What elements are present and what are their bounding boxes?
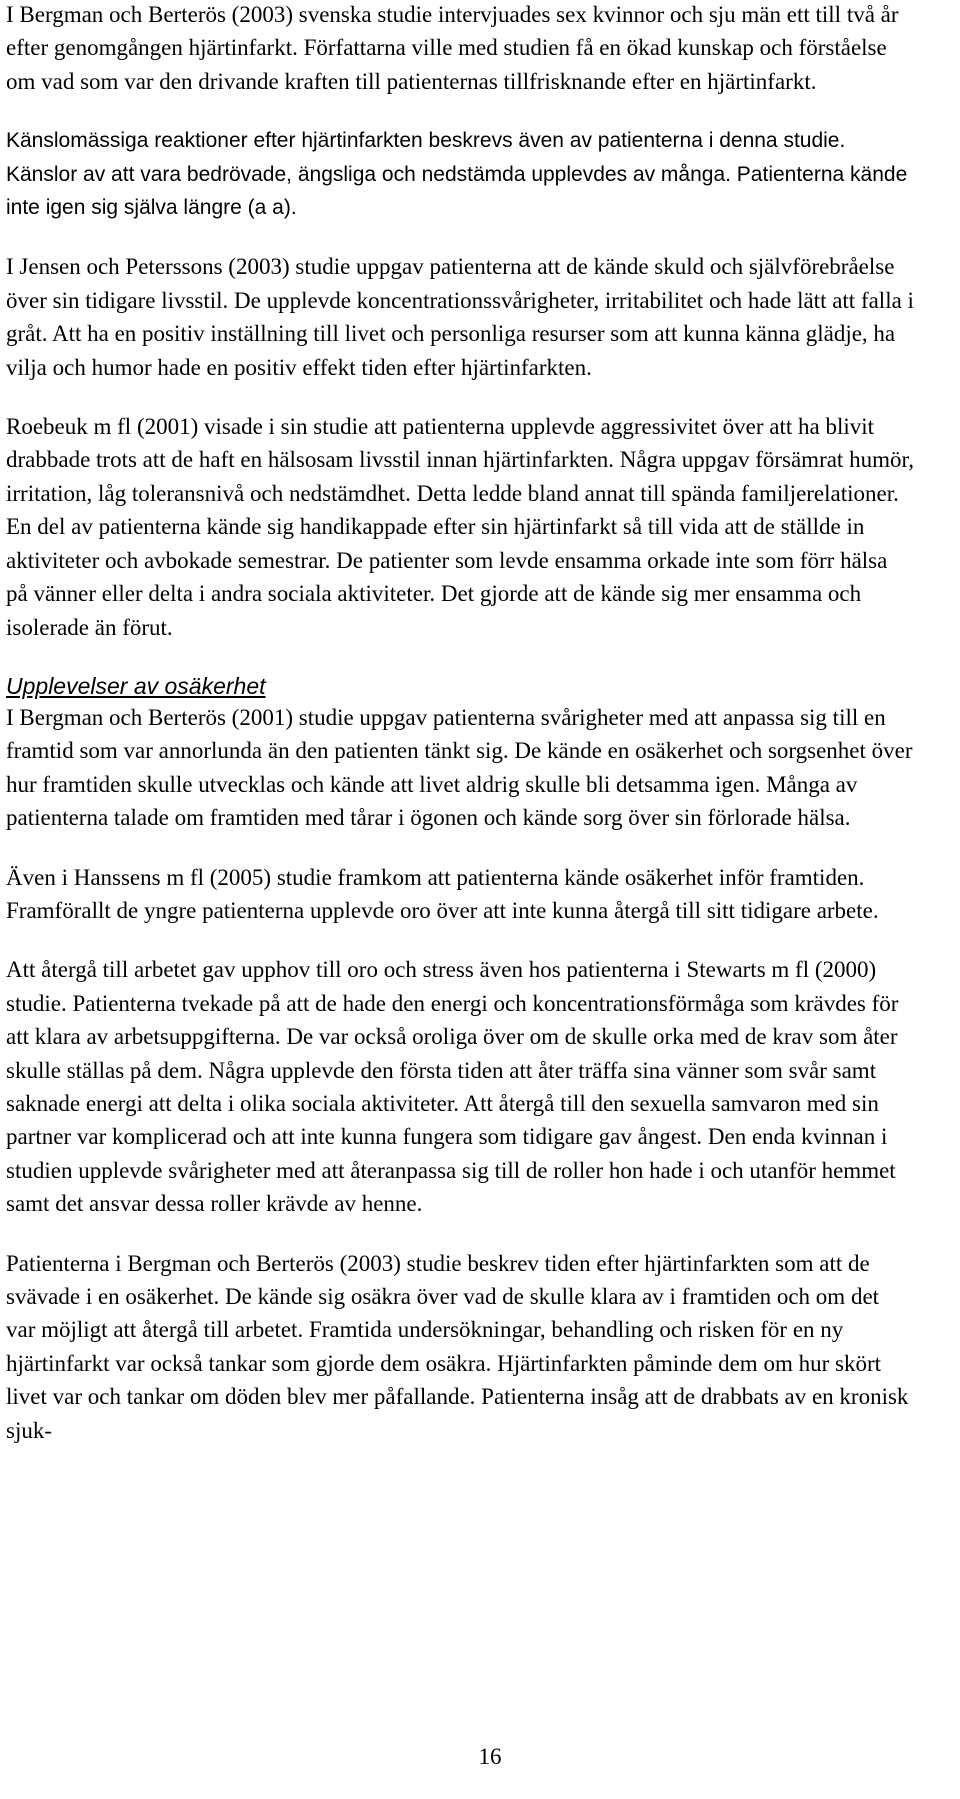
paragraph-roebeuk: Roebeuk m fl (2001) visade i sin studie att patienterna upplevde aggressivitet över att ha blivit drabbade trots att de haft en hälsosam livsstil innan hjärtinfarkten. Några uppgav försämrat humör, irritation, låg toleransnivå och nedstämdhet. Detta ledde bland annat till spända familjerelationer. En del av patienterna kände sig handikappade efter sin hjärtinfarkt så till vida att de ställde in aktiviteter och avbokade semestrar. De patienter som levde ensamma orkade inte som förr hälsa på vänner eller delta i andra sociala aktiviteter. Det gjorde att de kände sig mer ensamma och isolerade än förut. [6,414,914,640]
paragraph-bergman-2003-uncertainty: Patienterna i Bergman och Berterös (2003) studie beskrev tiden efter hjärtinfarkten som att de svävade i en osäkerhet. De kände sig osäkra över vad de skulle klara av i framtiden och om det var möjligt att återgå till arbetet. Framtida undersökningar, behandling och risken för en ny hjärtinfarkt var också tankar som gjorde dem osäkra. Hjärtinfarkten påminde dem om hur skört livet var och tankar om döden blev mer påfallande. Patienterna insåg att de drabbats av en kronisk sjuk- [6,1250,909,1443]
paragraph-stewart: Att återgå till arbetet gav upphov till oro och stress även hos patienterna i Stewarts m fl (2000) studie. Patienterna tvekade på att de hade den energi och koncentrationsförmåga som krävdes för att klara av arbetsuppgifterna. De var också oroliga över om de skulle orka med de krav som åter skulle ställas på dem. Några upplevde den första tiden att åter träffa sina vänner som svår samt saknade energi att delta i olika sociala aktiviteter. Att återgå till den sexuella samvaron med sin partner var komplicerad och att inte kunna fungera som tidigare gav ångest. Den enda kvinnan i studien upplevde svårigheter med att återanpassa sig till de roller hon hade i och utanför hemmet samt det ansvar dessa roller krävde av henne. [6,957,899,1217]
section-heading: Upplevelser av osäkerhet [6,672,266,699]
page-number: 16 [478,1744,502,1769]
paragraph-bergman-2001: I Bergman och Berterös (2001) studie uppgav patienterna svårigheter med att anpassa sig till en framtid som var annorlunda än den patienten tänkt sig. De kände en osäkerhet och sorgsenhet över hur framtiden skulle utvecklas och kände att livet aldrig skulle bli detsamma igen. Många av patienterna talade om framtiden med tårar i ögonen och kände sorg över sin förlorade hälsa. [6,704,913,831]
paragraph-jensen-petersson: I Jensen och Peterssons (2003) studie uppgav patienterna att de kände skuld och självförebråelse över sin tidigare livsstil. De upplevde koncentrationssvårigheter, irritabilitet och hade lätt att falla i gråt. Att ha en positiv inställning till livet och personliga resurser som att kunna känna glädje, ha vilja och humor hade en positiv effekt tiden efter hjärtinfarkten. [6,254,914,380]
paragraph-hanssen: Även i Hanssens m fl (2005) studie framkom att patienterna kände osäkerhet inför framtiden. Framförallt de yngre patienterna upplevde oro över att inte kunna återgå till sitt tidigare arbete. [6,864,879,923]
paragraph-bergman-2003-intro: I Bergman och Berterös (2003) svenska studie intervjuades sex kvinnor och sju män ett till två år efter genomgången hjärtinfarkt. Författarna ville med studien få en ökad kunskap och förståelse om vad som var den drivande kraften till patienternas tillfrisknande efter en hjärtinfarkt. [6,2,899,94]
paragraph-emotional-reactions: Känslomässiga reaktioner efter hjärtinfarkten beskrevs även av patienterna i denna studie. Känslor av att vara bedrövade, ängsliga och nedstämda upplevdes av många. Patienterna kände inte igen sig själva längre (a a). [6,129,908,220]
document-page [6,0,914,1473]
